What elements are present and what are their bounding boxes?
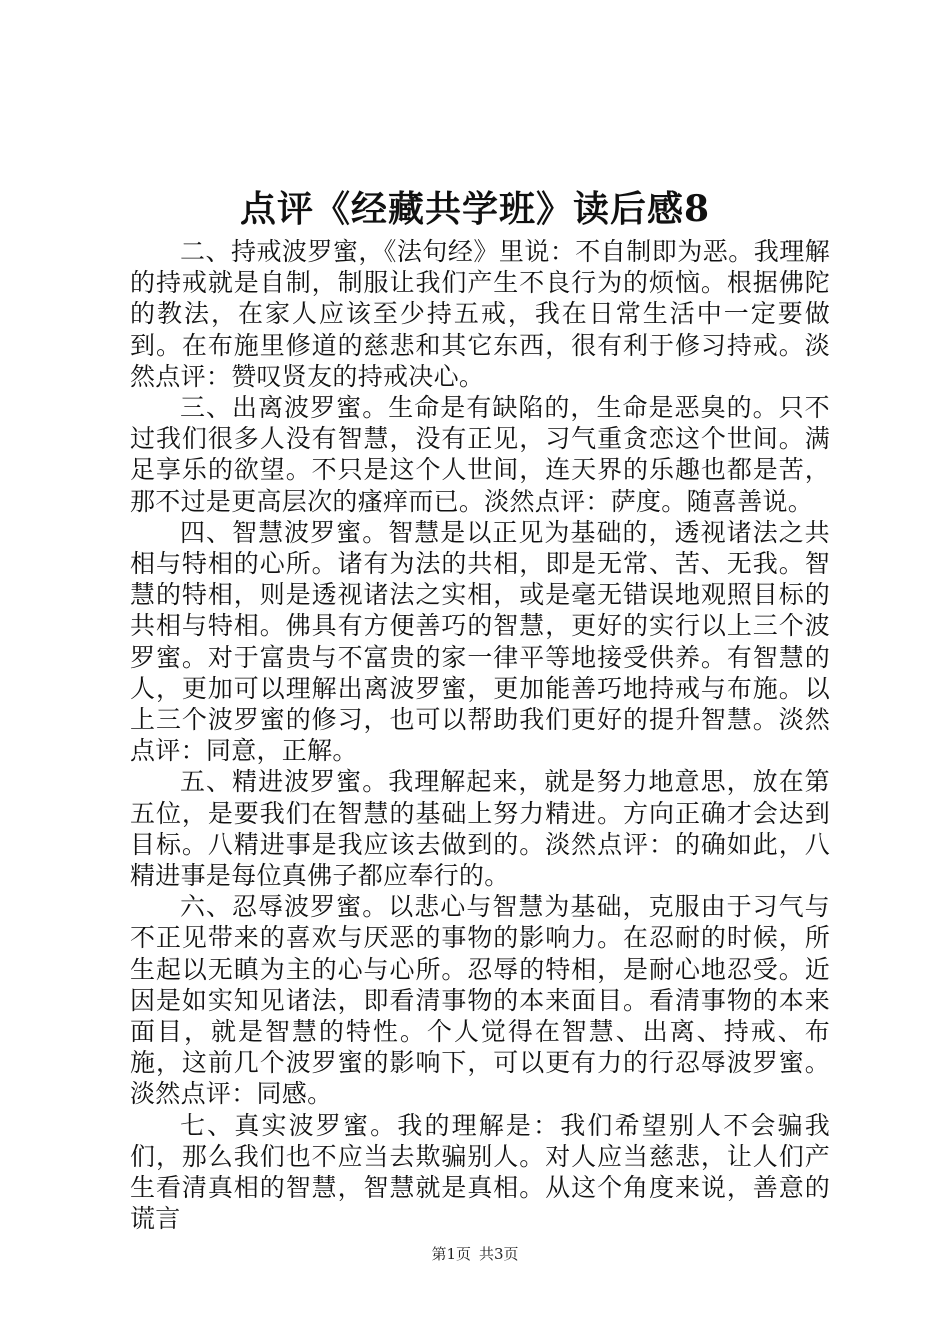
document-body: [130, 236, 830, 1235]
page-footer: [0, 1244, 950, 1264]
paragraph-wisdom: 四、智慧波罗蜜。智慧是以正见为基础的，透视诸法之共相与特相的心所。诸有为法的共相，即是无常、苦、无我。智慧的特相，则是透视诸法之实相，或是毫无错误地观照目标的共相与特相。佛具有方便善巧的智慧，更好的实行以上三个波罗蜜。对于富贵与不富贵的家一律平等地接受供养。有智慧的人，更加可以理解出离波罗蜜，更加能善巧地持戒与布施。以上三个波罗蜜的修习，也可以帮助我们更好的提升智慧。淡然点评：同意，正解。: [130, 517, 830, 766]
paragraph-precepts: 二、持戒波罗蜜，《法句经》里说：不自制即为恶。我理解的持戒就是自制，制服让我们产生不良行为的烦恼。根据佛陀的教法，在家人应该至少持五戒，我在日常生活中一定要做到。在布施里修道的慈悲和其它东西，很有利于修习持戒。淡然点评：赞叹贤友的持戒决心。: [130, 237, 830, 391]
paragraph-truthfulness: 七、真实波罗蜜。我的理解是：我们希望别人不会骗我们，那么我们也不应当去欺骗别人。对人应当慈悲，让人们产生看清真相的智慧，智慧就是真相。从这个角度来说，善意的谎言: [130, 1110, 830, 1234]
page-total: 共3页: [479, 1245, 519, 1263]
document-title: 点评《经藏共学班》读后感8: [239, 188, 711, 230]
paragraph-patience: 六、忍辱波罗蜜。以悲心与智慧为基础，克服由于习气与不正见带来的喜欢与厌恶的事物的影响力。在忍耐的时候，所生起以无瞋为主的心与心所。忍辱的特相，是耐心地忍受。近因是如实知见诸法，即看清事物的本来面目。看清事物的本来面目，就是智慧的特性。个人觉得在智慧、出离、持戒、布施，这前几个波罗蜜的影响下，可以更有力的行忍辱波罗蜜。淡然点评：同感。: [130, 892, 830, 1109]
paragraph-energy: 五、精进波罗蜜。我理解起来，就是努力地意思，放在第五位，是要我们在智慧的基础上努力精进。方向正确才会达到目标。八精进事是我应该去做到的。淡然点评：的确如此，八精进事是每位真佛子都应奉行的。: [130, 767, 830, 891]
paragraph-renunciation: 三、出离波罗蜜。生命是有缺陷的，生命是恶臭的。只不过我们很多人没有智慧，没有正见，习气重贪恋这个世间。满足享乐的欲望。不只是这个人世间，连天界的乐趣也都是苦，那不过是更高层次的瘙痒而已。淡然点评：萨度。随喜善说。: [130, 393, 830, 516]
page-number: 第1页: [431, 1245, 471, 1263]
